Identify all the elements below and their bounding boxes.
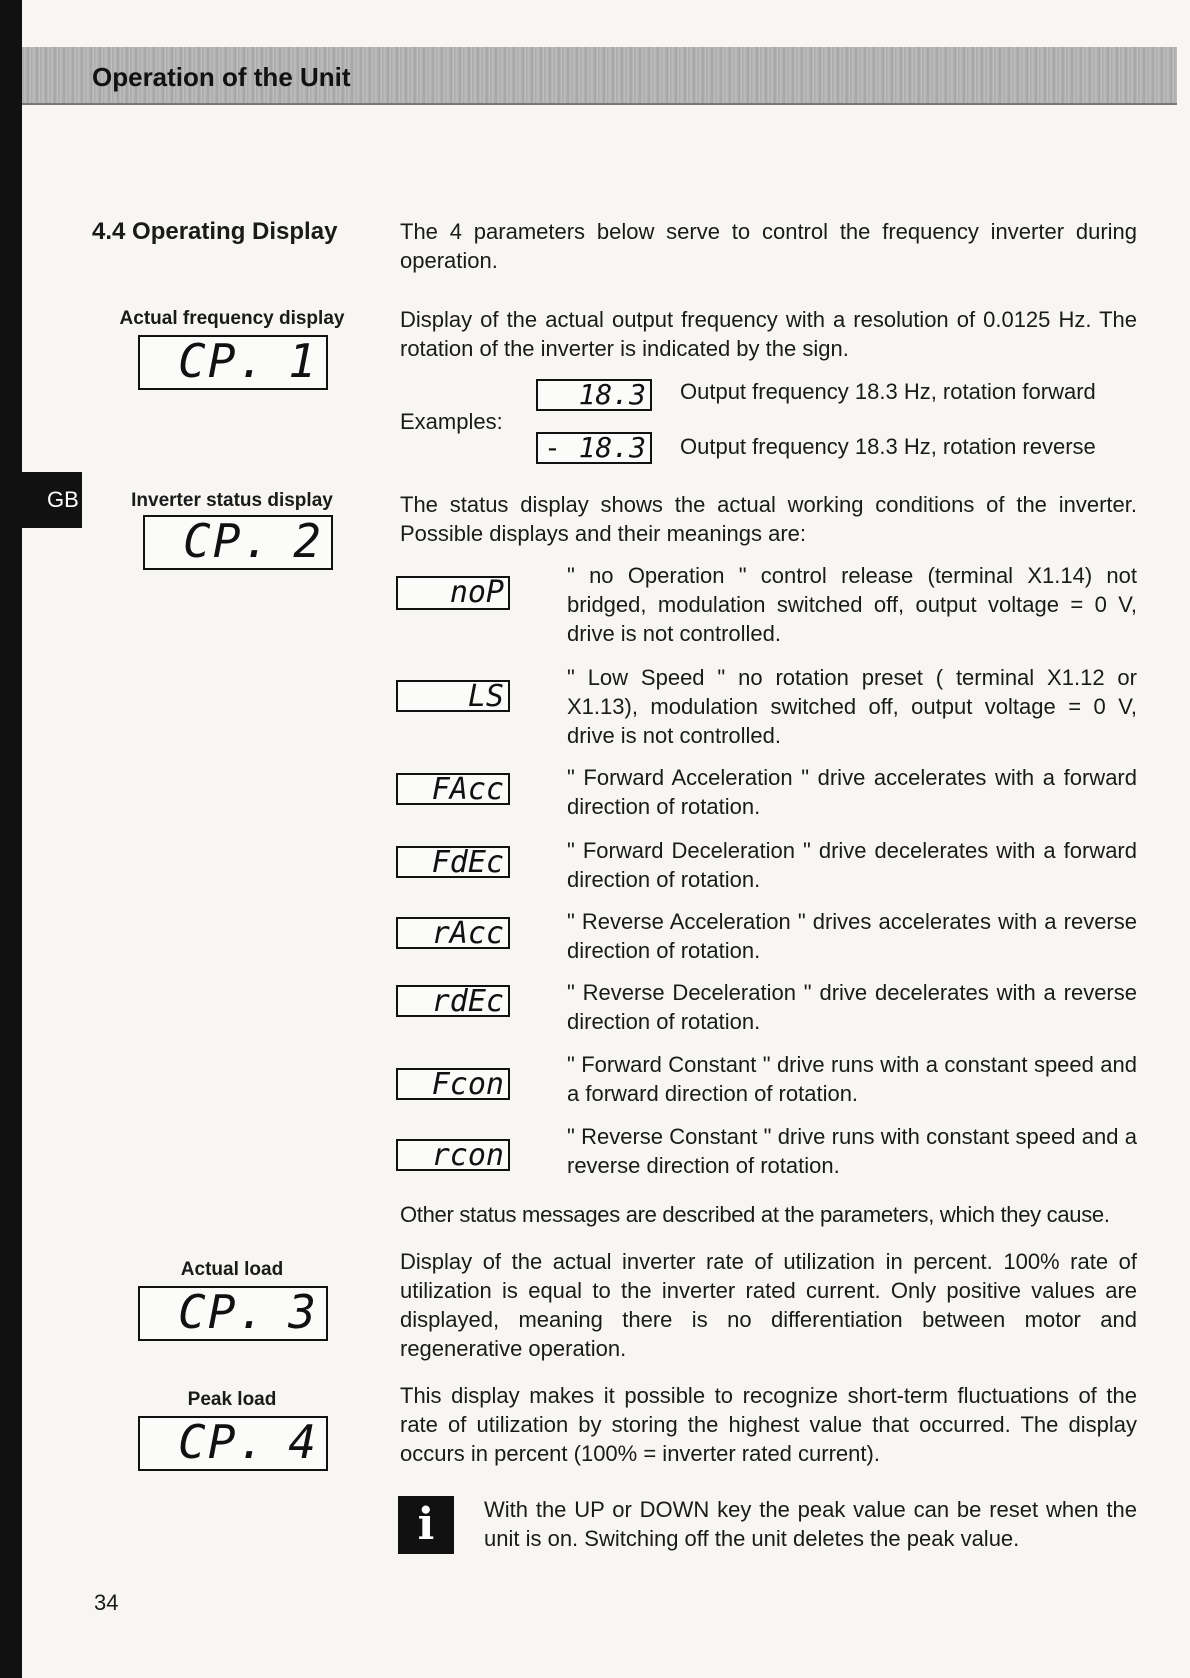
cp4-description: This display makes it possible to recognize short-term fluctuations of the rate of utilization by storing the highest value that occurred. The display occurs in percent (100% = inverter rated current). (400, 1383, 1137, 1466)
cp2-description: The status display shows the actual working conditions of the inverter. Possible displays and their meanings are: (400, 492, 1137, 546)
cp1-label: Actual frequency display (119, 308, 345, 329)
peak-reset-note: With the UP or DOWN key the peak value can be reset when the unit is on. Switching off the unit deletes the peak value. (484, 1497, 1137, 1551)
status-text-FAcc: " Forward Acceleration " drive accelerates with a forward direction of rotation. (567, 765, 1137, 819)
status-display-rdEc: rdEc (396, 985, 510, 1017)
example-reverse-value: 18.3 (578, 432, 646, 464)
example-forward-display (536, 379, 652, 411)
cp2-display (143, 515, 333, 570)
cp3-label: Actual load (180, 1259, 284, 1280)
status-text-LS: " Low Speed " no rotation preset ( terminal X1.12 or X1.13), modulation switched off, output voltage = 0 V, drive is not controlled. (567, 665, 1137, 748)
example-reverse-display (536, 432, 652, 464)
cp3-display (138, 1286, 328, 1341)
examples-label: Examples: (400, 409, 503, 434)
page-number: 34 (94, 1590, 119, 1615)
cp2-number: 2 (293, 515, 323, 568)
cp2-code: CP. (183, 515, 273, 568)
status-text-rAcc: " Reverse Acceleration " drives accelerates with a reverse direction of rotation. (567, 909, 1137, 963)
cp4-code: CP. (178, 1416, 268, 1469)
cp3-code: CP. (178, 1286, 268, 1339)
status-text-Fcon: " Forward Constant " drive runs with a constant speed and a forward direction of rotation. (567, 1052, 1137, 1106)
cp2-label: Inverter status display (131, 490, 333, 511)
language-tab (0, 472, 82, 528)
status-display-LS: LS (396, 680, 510, 712)
page-header-title: Operation of the Unit (92, 62, 351, 92)
status-display-FAcc: FAcc (396, 773, 510, 805)
cp1-display (138, 335, 328, 390)
example-forward-text: Output frequency 18.3 Hz, rotation forward (680, 379, 1096, 404)
cp1-number: 1 (288, 335, 318, 388)
cp4-label: Peak load (187, 1389, 277, 1410)
status-text-rdEc: " Reverse Deceleration " drive decelerates with a reverse direction of rotation. (567, 980, 1137, 1034)
section-intro: The 4 parameters below serve to control the frequency inverter during operation. (400, 219, 1137, 273)
cp1-description: Display of the actual output frequency with a resolution of 0.0125 Hz. The rotation of the inverter is indicated by the sign. (400, 307, 1137, 361)
example-reverse-text: Output frequency 18.3 Hz, rotation reverse (680, 434, 1096, 459)
status-display-Fcon: Fcon (396, 1068, 510, 1100)
cp4-number: 4 (288, 1416, 318, 1469)
left-margin-bar (0, 0, 22, 1678)
status-display-rcon: rcon (396, 1139, 510, 1171)
cp3-number: 3 (288, 1286, 318, 1339)
status-display-rAcc: rAcc (396, 917, 510, 949)
status-display-noP: noP (396, 576, 510, 610)
cp1-code: CP. (178, 335, 268, 388)
language-tab-label: GB (47, 487, 79, 512)
section-heading: 4.4 Operating Display (92, 218, 338, 245)
example-reverse-sign: - (544, 432, 561, 464)
cp3-description: Display of the actual inverter rate of utilization in percent. 100% rate of utilization is equal to the inverter rated current. Only positive values are displayed, meaning there is no differentiation between motor and regenerative operation. (400, 1249, 1137, 1361)
status-display-FdEc: FdEc (396, 846, 510, 878)
status-text-noP: " no Operation " control release (terminal X1.14) not bridged, modulation switched off, output voltage = 0 V, drive is not controlled. (567, 563, 1137, 646)
example-forward-value: 18.3 (578, 379, 646, 411)
status-other-note: Other status messages are described at the parameters, which they cause. (400, 1202, 1110, 1227)
info-icon: i (398, 1496, 454, 1554)
status-text-FdEc: " Forward Deceleration " drive decelerates with a forward direction of rotation. (567, 838, 1137, 892)
status-text-rcon: " Reverse Constant " drive runs with constant speed and a reverse direction of rotation. (567, 1124, 1137, 1178)
cp4-display (138, 1416, 328, 1471)
